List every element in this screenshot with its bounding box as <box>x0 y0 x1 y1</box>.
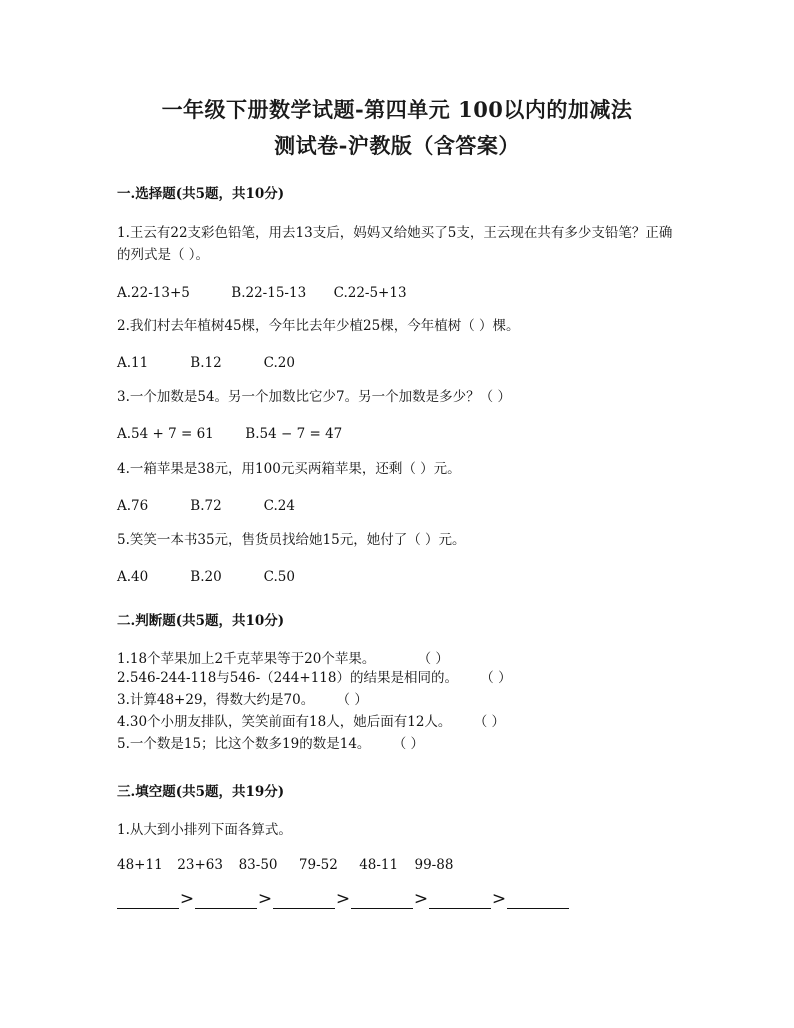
option-b: B.54 − 7 = 47 <box>245 426 343 442</box>
option-b: B.20 <box>190 569 222 585</box>
answer-blank[interactable] <box>351 890 413 909</box>
answer-blank[interactable] <box>195 890 257 909</box>
option-a: A.22-13+5 <box>117 285 190 301</box>
choice-question-3: 3.一个加数是54。另一个加数比它少7。另一个加数是多少？（ ） <box>117 389 511 405</box>
expression: 79-52 <box>298 857 338 873</box>
expression: 48+11 <box>117 857 163 873</box>
option-b: B.22-15-13 <box>231 285 307 301</box>
section-heading-choice: 一.选择题(共5题，共10分) <box>117 186 285 202</box>
answer-paren: （ ） <box>417 651 449 667</box>
item-text: 5.一个数是15；比这个数多19的数是14。 <box>117 736 371 752</box>
expression: 23+63 <box>177 857 223 873</box>
answer-blank[interactable] <box>429 890 491 909</box>
item-text: 3.计算48+29，得数大约是70。 <box>117 692 315 708</box>
truefalse-item-2 <box>117 667 512 689</box>
answer-blank[interactable] <box>507 890 569 909</box>
greater-than-sign: > <box>413 889 429 909</box>
greater-than-sign: > <box>491 889 507 909</box>
option-a: A.11 <box>117 355 149 371</box>
expression: 99-88 <box>414 857 454 873</box>
option-a: A.76 <box>117 498 149 514</box>
greater-than-sign: > <box>335 889 351 909</box>
choice-question-2: 2.我们村去年植树45棵，今年比去年少植25棵，今年植树（ ）棵。 <box>117 318 520 334</box>
answer-blank[interactable] <box>117 890 179 909</box>
truefalse-item-3 <box>117 689 368 711</box>
option-c: C.24 <box>263 498 295 514</box>
answer-paren: （ ） <box>480 670 512 686</box>
ordering-blanks <box>117 888 569 909</box>
choice-options-2 <box>117 355 295 371</box>
option-a: A.54 + 7 = 61 <box>117 426 214 442</box>
item-text: 1.18个苹果加上2千克苹果等于20个苹果。 <box>117 651 376 667</box>
answer-blank[interactable] <box>273 890 335 909</box>
title-line-1: 一年级下册数学试题-第四单元 100以内的加减法 <box>161 97 633 122</box>
greater-than-sign: > <box>179 889 195 909</box>
option-c: C.50 <box>263 569 295 585</box>
item-text: 2.546-244-118与546-（244+118）的结果是相同的。 <box>117 670 458 686</box>
choice-options-4 <box>117 498 295 514</box>
expression: 48-11 <box>359 857 399 873</box>
section-heading-truefalse: 二.判断题(共5题，共10分) <box>117 613 285 629</box>
fillin-question-1: 1.从大到小排列下面各算式。 <box>117 822 292 838</box>
item-text: 4.30个小朋友排队，笑笑前面有18人，她后面有12人。 <box>117 714 452 730</box>
option-c: C.20 <box>263 355 295 371</box>
choice-question-1: 1.王云有22支彩色铅笔，用去13支后，妈妈又给她买了5支，王云现在共有多少支铅笔？正确的列式是（ ）。 <box>117 225 673 263</box>
answer-paren: （ ） <box>336 692 368 708</box>
truefalse-item-5 <box>117 733 424 755</box>
answer-paren: （ ） <box>473 714 506 730</box>
option-b: B.72 <box>190 498 222 514</box>
option-b: B.12 <box>190 355 222 371</box>
choice-options-5 <box>117 569 295 585</box>
choice-options-1 <box>117 285 407 301</box>
greater-than-sign: > <box>257 889 273 909</box>
title-line-2: 测试卷-沪教版（含答案） <box>274 133 520 158</box>
answer-paren: （ ） <box>392 736 425 752</box>
expression-list <box>117 857 453 873</box>
choice-question-4: 4.一箱苹果是38元，用100元买两箱苹果，还剩（ ）元。 <box>117 461 461 477</box>
truefalse-item-4 <box>117 711 505 733</box>
choice-options-3 <box>117 426 342 442</box>
expression: 83-50 <box>238 857 278 873</box>
option-a: A.40 <box>117 569 149 585</box>
choice-question-5: 5.笑笑一本书35元，售货员找给她15元，她付了（ ）元。 <box>117 532 466 548</box>
option-c: C.22-5+13 <box>333 285 407 301</box>
section-heading-fillin: 三.填空题(共5题，共19分) <box>117 784 285 800</box>
